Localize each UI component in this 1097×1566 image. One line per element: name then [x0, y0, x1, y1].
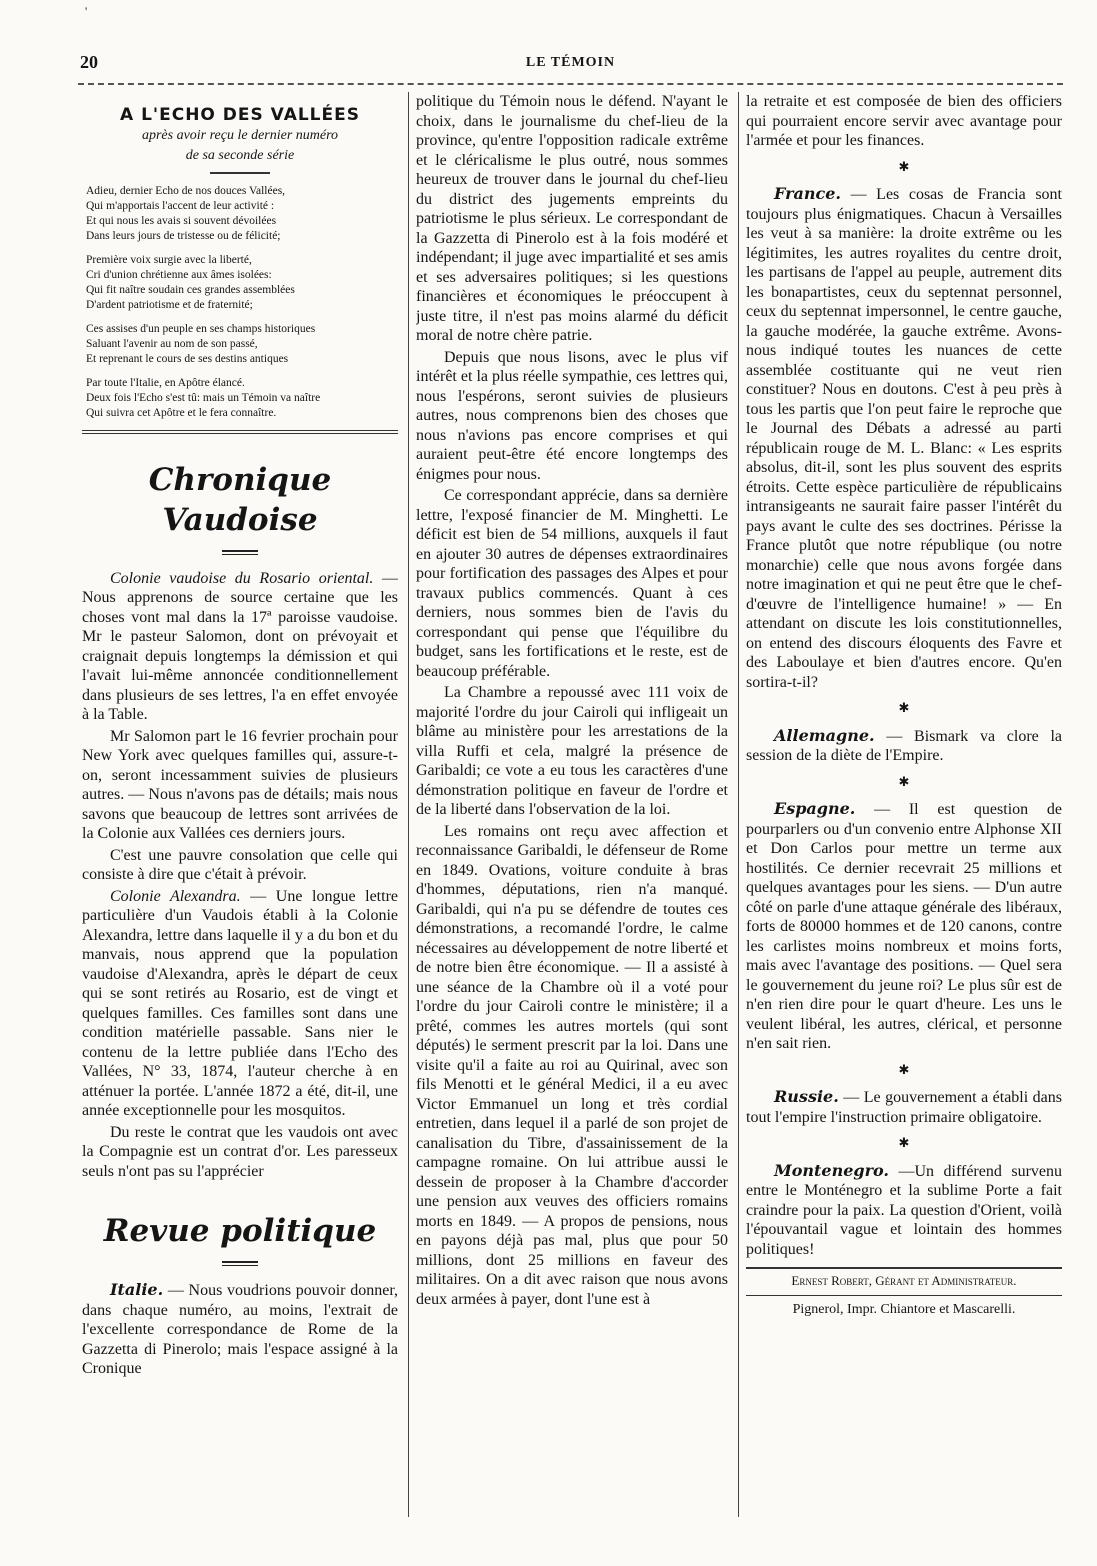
star-separator: ✱ — [898, 158, 910, 174]
body-paragraph: Ce correspondant apprécie, dans sa dernière lettre, l'exposé financier de M. Minghetti. Le déficit est bien de 54 millions, auxquels il faut en ajouter 30 autres de dépenses extraordinaires pour fortification des passages des Alpes et pour travaux publics commencés. Quant à ces derniers, nous sommes bien de l'avis du correspondant qui pense que l'équilibre du budget, sans les fortifications et le reste, est de beaucoup préférable. — [416, 487, 728, 680]
allemagne-label: Allemagne. — [774, 725, 875, 745]
page-number: 20 — [80, 52, 98, 72]
printer-imprint: Pignerol, Impr. Chiantore et Mascarelli. — [746, 1295, 1062, 1320]
body-paragraph: Depuis que nous lisons, avec le plus vif intérêt et la plus réelle sympathie, ces lettres qui, nous l'espérons, seront suivies de plusieurs autres, nous comprenons bien des choses que nous n'avions pas encore comprises et qui auraient peut-être été encore longtemps des énigmes pour nous. — [416, 348, 728, 483]
italie-paragraph — [82, 1280, 398, 1379]
rosario-heading: Colonie vaudoise du Rosario oriental. — [110, 569, 374, 587]
verse-line: Par toute l'Italie, en Apôtre élancé. — [86, 376, 245, 389]
body-paragraph: Du reste le contrat que les vaudois ont avec la Compagnie est un contrat d'or. Les paresseux seuls n'ont pas su l'apprécier — [82, 1123, 398, 1180]
espagne-text: — Il est question de pourparlers ou d'un convenio entre Alphonse XII et Don Carlos pour mettre un terme aux hostilités. Ce dernier recevrait 25 millions et quelques avantages pour les siens. — D'un autre côté on parle d'une attaque générale des libéraux, forts de 80000 hommes et de 120 canons, contre les carlistes moins nombreux et moins forts, mais avec l'avantage des positions. — Quel sera le gouvernement du jeune roi? Le plus sûr est de n'en rien dire pour le quart d'heure. Les uns le veulent libéral, les autres, clérical, et personne n'en sait rien. — [746, 801, 1062, 1052]
poem-stanza — [86, 322, 398, 367]
poem-rule — [210, 172, 270, 174]
star-separator: ✱ — [898, 773, 910, 789]
header-rule — [78, 83, 1063, 85]
italie-text: — Nous voudrions pouvoir donner, dans chaque numéro, au moins, l'extrait de l'excellente correspondance de Rome de la Gazzetta di Pinerolo; mais l'espace assigné à la Cronique — [82, 1282, 398, 1377]
rosario-text: — Nous apprenons de source certaine que les choses vont mal dans la 17ª paroisse vaudoise. Mr le pasteur Salomon, dont on prévoyait et craignait depuis longtemps la démission et qui l'avait lui-même annoncée conditionnellement dans plusieurs de ses lettres, l'a en effet envoyée à la Table. — [82, 569, 398, 723]
poem-stanza — [86, 376, 398, 421]
column-1 — [82, 92, 398, 1517]
italie-label: Italie. — [110, 1280, 164, 1299]
verse-line: Cri d'union chrétienne aux âmes isolées: — [86, 268, 272, 281]
column-3 — [746, 92, 1062, 1532]
poem-stanza — [86, 184, 398, 244]
espagne-paragraph — [746, 799, 1062, 1054]
chronique-rule — [222, 550, 258, 555]
montenegro-text: —Un différend survenu entre le Monténegro et la sublime Porte a fait craindre pour la paix. La question d'Orient, voilà l'épouvantail vague et lointain des hommes politiques! — [746, 1162, 1062, 1258]
body-paragraph: politique du Témoin nous le défend. N'ayant le choix, dans le journalisme du chef-lieu de la province, qu'entre l'opposition radicale extrême et le cléricalisme le plus outré, nous sommes heureux de trouver dans le journal du chef-lieu du district des jugements empreints du patriotisme le plus sérieux. Le correspondant de la Gazzetta di Pinerolo est à la fois modéré et indépendant; il juge avec impartialité et ses amis et ses adversaires politiques; si les questions financières et économiques le préoccupent à juste titre, il n'est pas moins alarmé du déficit moral de notre chère patrie. — [416, 93, 728, 344]
star-separator: ✱ — [898, 1061, 910, 1077]
section-divider — [82, 430, 398, 434]
column-2 — [416, 92, 728, 1517]
verse-line: Dans leurs jours de tristesse ou de félicité; — [86, 229, 281, 242]
russie-text: — Le gouvernement a établi dans tout l'empire l'instruction primaire obligatoire. — [746, 1089, 1062, 1126]
verse-line: Saluant l'avenir au nom de son passé, — [86, 337, 258, 350]
column-rule-2 — [738, 92, 739, 1517]
poem-subtitle-2: de sa seconde série — [185, 147, 295, 163]
alexandra-paragraph — [82, 887, 398, 1121]
poem-stanza — [86, 253, 398, 313]
verse-line: Qui suivra cet Apôtre et le fera connaître. — [86, 406, 277, 419]
revue-rule — [222, 1261, 258, 1266]
poem-subtitle-1: après avoir reçu le dernier numéro — [141, 127, 339, 143]
poem-title: A L'ECHO DES VALLÉES — [120, 105, 360, 125]
poem-verse — [82, 184, 398, 421]
verse-line: Première voix surgie avec la liberté, — [86, 253, 252, 266]
espagne-label: Espagne. — [774, 799, 856, 818]
star-separator: ✱ — [898, 1135, 910, 1150]
verse-line: Deux fois l'Echo s'est tû: mais un Témoin va naître — [86, 391, 321, 404]
verse-line: Et reprenant le cours de ses destins antiques — [86, 352, 289, 365]
running-head: LE TÉMOIN — [525, 55, 616, 70]
alexandra-text: — Une longue lettre particulière d'un Vaudois établi à la Colonie Alexandra, lettre dans laquelle il y a du bon et du manvais, nous apprend que la population vaudoise d'Alexandra, après le départ de ceux qui se sont retirés au Rosario, est de vingt et quelques familles. Ces familles sont dans une condition matérielle passable. Sans nier le contenu de la lettre publiée dans l'Echo des Vallées, N° 33, 1874, l'auteur cherche à en atténuer la portée. L'année 1872 a été, dit-il, une année exceptionnelle pour les mosquitos. — [82, 887, 398, 1119]
france-label: France. — [774, 184, 841, 203]
body-paragraph: C'est une pauvre consolation que celle qui consiste à dire que c'était à prévoir. — [82, 846, 398, 883]
body-paragraph: Mr Salomon part le 16 fevrier prochain pour New York avec quelques familles qui, assure-t-on, seront incessamment suivies de plusieurs autres. — Nous n'avons pas de détails; mais nous savons que beaucoup de lettres sont arrivées de la Colonie aux Vallées ces derniers jours. — [82, 727, 398, 842]
revue-title: Revue politique — [103, 1213, 377, 1249]
alexandra-heading: Colonie Alexandra. — [110, 887, 241, 905]
montenegro-paragraph — [746, 1161, 1062, 1260]
russie-label: Russie. — [774, 1087, 839, 1106]
verse-line: Ces assises d'un peuple en ses champs historiques — [86, 322, 316, 335]
signature: Ernest Robert, Gérant et Administrateur. — [746, 1267, 1062, 1291]
verse-line: Adieu, dernier Echo de nos douces Vallées, — [86, 184, 286, 197]
page-header — [78, 52, 1063, 74]
montenegro-label: Montenegro. — [774, 1160, 889, 1180]
tick-mark: ' — [85, 4, 88, 18]
body-paragraph: La Chambre a repoussé avec 111 voix de majorité l'ordre du jour Cairoli qui infligeait un blâme au ministère pour les arrestations de la villa Ruffi et cela, malgré la présence de Garibaldi; ce vote a eu tous les caractères d'une démonstration politique en faveur de l'ordre et de la liberté dans l'observation de la loi. — [416, 684, 728, 818]
verse-line: Et qui nous les avais si souvent dévoilées — [86, 214, 277, 227]
verse-line: Qui m'apportais l'accent de leur activité : — [86, 199, 275, 212]
france-paragraph — [746, 184, 1062, 692]
column-rule-1 — [408, 92, 409, 1517]
body-paragraph: la retraite et est composée de bien des officiers qui pourraient encore servir avec avantage pour l'armée et pour les finances. — [746, 93, 1062, 149]
verse-line: D'ardent patriotisme et de fraternité; — [86, 298, 253, 311]
russie-paragraph — [746, 1087, 1062, 1127]
star-separator: ✱ — [898, 700, 910, 715]
verse-line: Qui fit naître soudain ces grandes assemblées — [86, 283, 295, 296]
allemagne-paragraph — [746, 726, 1062, 766]
body-paragraph: Les romains ont reçu avec affection et reconnaissance Garibaldi, le défenseur de Rome en 1849. Ovations, voiture conduite à bras d'hommes, députations, rien n'a manqué. Garibaldi, qui n'a pu se défendre de toutes ces démonstrations, a recomandé l'ordre, le calme nécessaires au développement de notre liberté et de notre bien être économique. — Il a assisté à une séance de la Chambre où il a voté pour l'ordre du jour Cairoli contre le ministère; il a prêté, commes les autres mortels (qui sont députés) le serment prescrit par la loi. Dans une visite qu'il a faite au roi au Quirinal, avec son fils Menotti et le général Medici, il a eu avec Victor Emmanuel un long et très cordial entretien, dans lequel il a parlé de son projet de canalisation du Tibre, d'assainissement de la campagne romaine. On lui attribue aussi le dessein de proposer à la Chambre d'accorder une pension aux veuves des officiers romains morts en 1849. — A propos de pensions, nous en payons déjà pas mal, plus que pour 50 millions, dont 25 millions en faveur des militaires. On a dit avec raison que nous avons deux armées à payer, dont l'une est à — [416, 822, 728, 1308]
france-text: — Les cosas de Francia sont toujours plus énigmatiques. Chacun à Versailles les veut à sa manière: la droite extrême ou les légitimites, les autres royalites du centre droit, les partisans de l'appel au peuple, autrement dits les bonapartistes, ceux du septennat personnel, ceux du septennat impersonnel, le centre gauche, la gauche modérée, la gauche extrême. Avons-nous indiqué toutes les nuances de cette assemblée costituante qui ne veut rien constituer? Nous en doutons. C'est à peu près à tous les partis que l'on peut faire le reproche que le Journal des Débats a adressé au parti républicain rouge de M. L. Blanc: « Les esprits absolus, dit-il, sont les plus souvent des esprits étroits. Cette espèce particulière de républicains intransigeants ne saurait faire passer l'intérêt du pays avant le culte des ses doctrines. Périsse la France plutôt que notre république (ou notre monarchie) celle que nous avons forgée dans notre imagination et qui ne peut être que le chef-d'œuvre de l'intelligence humaine! » — En attendant on discute les lois constitutionnelles, on entend des discours éloquents des Favre et des Laboulaye et bien d'autres encore. Qu'en sortira-t-il? — [746, 186, 1062, 691]
rosario-paragraph — [82, 569, 398, 725]
allemagne-text: — Bismark va clore la session de la diète de l'Empire. — [746, 727, 1062, 764]
chronique-title: Chronique Vaudoise — [148, 461, 332, 538]
